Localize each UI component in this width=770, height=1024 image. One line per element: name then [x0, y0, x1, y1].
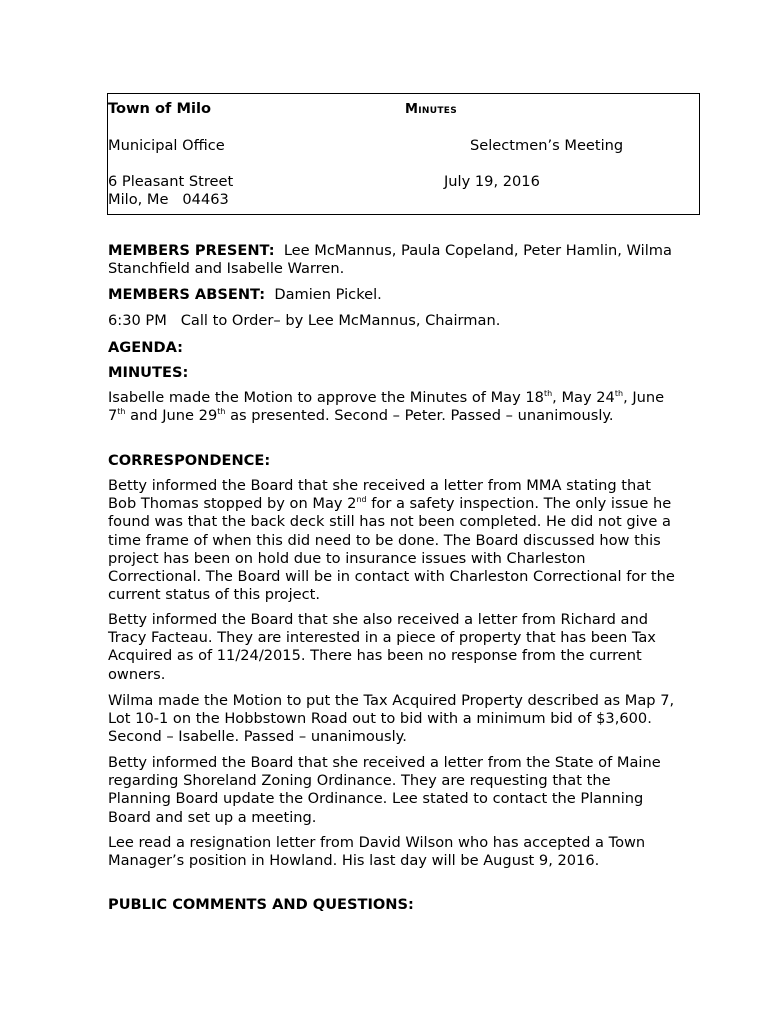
minutes-motion	[108, 389, 678, 425]
minutes-motion-text-5: as presented. Second – Peter. Passed – unanimously.	[225, 407, 614, 425]
correspondence-item-4: Betty informed the Board that she received a letter from the State of Maine regarding Shoreland Zoning Ordinance. They are requesting that the Planning Board update the Ordinance. Lee stated to contact the Planning Board and set up a meeting.	[108, 754, 661, 826]
ordinal-suffix: th	[543, 389, 553, 398]
office-name: Municipal Office	[108, 137, 225, 154]
street-address: 6 Pleasant Street	[108, 173, 234, 190]
document-title: Minutes	[405, 102, 457, 117]
meeting-type: Selectmen’s Meeting	[470, 137, 624, 154]
correspondence-1-text-1: Betty informed the Board that she received a letter from MMA stating that Bob Thomas stopped by on May 2	[108, 477, 651, 513]
ordinal-suffix: th	[614, 389, 624, 398]
call-to-order	[108, 312, 678, 330]
ordinal-suffix: th	[117, 407, 126, 417]
correspondence-item-5: Lee read a resignation letter from David Wilson who has accepted a Town Manager’s position in Howland. His last day will be August 9, 2016.	[108, 834, 646, 870]
ordinal-suffix: th	[217, 407, 226, 417]
call-to-order-text: Call to Order– by Lee McMannus, Chairman.	[180, 312, 501, 329]
city-address: Milo, Me 04463	[108, 191, 229, 208]
members-absent-text: Damien Pickel.	[274, 286, 382, 303]
correspondence-1-text-2: for a safety inspection. The only issue he found was that the back deck still has not been completed. He did not give a time frame of when this did need to be done. The Board discussed how this project has been on hold due to insurance issues with Charleston Correctional. The Board will be in contact with Charleston Correctional for the current status of this project.	[108, 495, 675, 604]
agenda-heading: AGENDA:	[108, 339, 183, 356]
correspondence-item-2: Betty informed the Board that she also received a letter from Richard and Tracy Facteau. They are interested in a piece of property that has been Tax Acquired as of 11/24/2015. There has been no response from the current owners.	[108, 611, 656, 683]
minutes-motion-text-4: and June 29	[125, 407, 218, 425]
minutes-motion-text-1: Isabelle made the Motion to approve the Minutes of May 18	[108, 389, 544, 406]
minutes-heading: MINUTES:	[108, 364, 189, 381]
members-present	[108, 242, 678, 278]
call-to-order-time: 6:30 PM	[108, 312, 167, 329]
correspondence-item-1	[108, 477, 678, 604]
correspondence-item-3: Wilma made the Motion to put the Tax Acquired Property described as Map 7, Lot 10-1 on the Hobbstown Road out to bid with a minimum bid of $3,600. Second – Isabelle. Passed – unanimously.	[108, 692, 675, 746]
members-absent-label: MEMBERS ABSENT:	[108, 286, 266, 303]
ordinal-suffix: nd	[356, 495, 367, 505]
meeting-date: July 19, 2016	[444, 173, 540, 190]
correspondence-heading: CORRESPONDENCE:	[108, 452, 271, 469]
public-comments-heading: PUBLIC COMMENTS AND QUESTIONS:	[108, 896, 414, 913]
minutes-motion-text-3: , June 7	[108, 389, 665, 425]
members-absent	[108, 286, 678, 304]
members-present-label: MEMBERS PRESENT:	[108, 242, 275, 259]
minutes-motion-text-2: , May 24	[552, 389, 615, 406]
town-name: Town of Milo	[108, 100, 212, 117]
members-present-text: Lee McMannus, Paula Copeland, Peter Hamlin, Wilma Stanchfield and Isabelle Warren.	[108, 242, 672, 278]
